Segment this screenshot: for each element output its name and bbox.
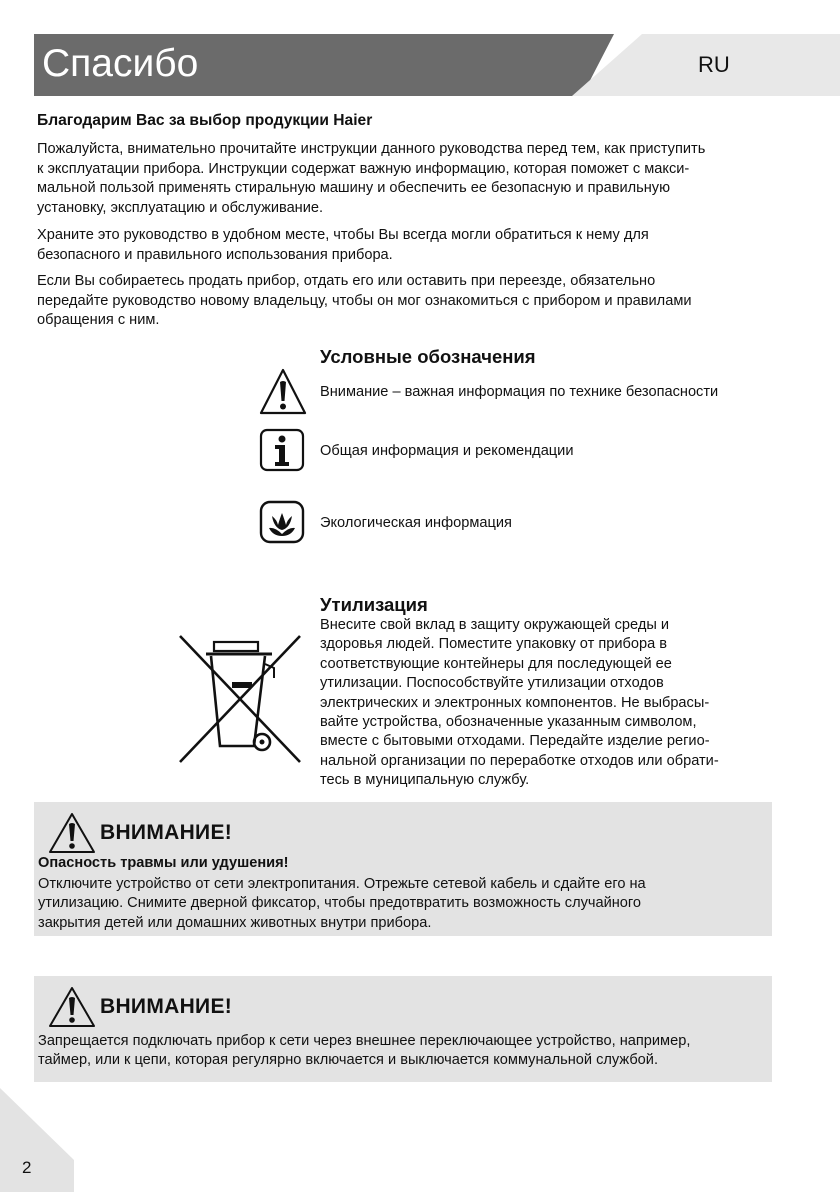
text-line: тесь в муниципальную службу. <box>320 772 530 789</box>
intro-heading: Благодарим Вас за выбор продукции Haier <box>37 112 373 129</box>
warning-subheading: Опасность травмы или удушения! <box>38 855 289 871</box>
text-line: здоровья людей. Поместите упаковку от прибора в <box>320 636 668 653</box>
symbol-text: Экологическая информация <box>320 515 512 531</box>
intro-paragraph-3 <box>37 272 777 331</box>
text-line: соответствующие контейнеры для последующей ее <box>320 655 672 672</box>
warning-label: ВНИМАНИЕ! <box>100 995 233 1018</box>
text-line: Если Вы собираетесь продать прибор, отдать его или оставить при переезде, обязательно <box>37 273 656 289</box>
text-line: установку, эксплуатацию и обслуживание. <box>37 199 324 216</box>
warning-triangle-icon <box>258 367 308 417</box>
text-line: безопасного и правильного использования прибора. <box>37 246 393 263</box>
text-line: к эксплуатации прибора. Инструкции содержат важную информацию, которая поможет с макси- <box>37 160 690 177</box>
symbol-row-info <box>258 426 574 476</box>
page-title: Спасибо <box>42 42 199 85</box>
intro-paragraph-1 <box>37 140 777 218</box>
text-line: Пожалуйста, внимательно прочитайте инструкции данного руководства перед тем, как приступить <box>37 141 706 157</box>
warning-box-1 <box>34 802 772 936</box>
intro-paragraph-2 <box>37 226 777 265</box>
text-line: Отключите устройство от сети электропитания. Отрежьте сетевой кабель и сдайте его на <box>38 876 646 892</box>
text-line: обращения с ним. <box>37 312 160 329</box>
info-icon <box>258 426 308 476</box>
eco-flower-icon <box>258 498 308 548</box>
symbol-row-warning <box>258 367 719 417</box>
warning-label: ВНИМАНИЕ! <box>100 821 233 844</box>
disposal-heading: Утилизация <box>320 594 428 615</box>
warning-box-2 <box>34 976 772 1082</box>
warning-header <box>48 812 232 854</box>
language-code: RU <box>698 52 730 77</box>
symbols-heading: Условные обозначения <box>320 346 536 367</box>
text-line: таймер, или к цепи, которая регулярно включается и выключается коммунальной службой. <box>38 1052 658 1069</box>
warning-triangle-icon <box>48 812 96 854</box>
text-line: закрытия детей или домашних животных внутри прибора. <box>38 914 432 931</box>
warning-text <box>38 1032 766 1071</box>
symbol-text: Общая информация и рекомендации <box>320 443 574 459</box>
text-line: утилизацию. Снимите дверной фиксатор, чтобы предотвратить возможность случайного <box>38 895 642 912</box>
text-line: Внесите свой вклад в защиту окружающей среды и <box>320 617 670 633</box>
symbol-text: Внимание – важная информация по технике безопасности <box>320 384 719 400</box>
crossed-bin-icon <box>176 630 306 770</box>
text-line: вайте устройства, обозначенные указанным символом, <box>320 714 697 731</box>
text-line: Запрещается подключать прибор к сети через внешнее переключающее устройство, например, <box>38 1033 691 1049</box>
text-line: нальной организации по переработке отходов или обрати- <box>320 752 719 769</box>
text-line: утилизации. Поспособствуйте утилизации отходов <box>320 675 664 692</box>
text-line: вместе с бытовыми отходами. Передайте изделие регио- <box>320 733 710 750</box>
disposal-paragraph <box>320 616 760 791</box>
text-line: Храните это руководство в удобном месте, чтобы Вы всегда могли обратиться к нему для <box>37 227 649 243</box>
warning-text <box>38 875 766 933</box>
text-line: электрических и электронных компонентов. Не выбрасы- <box>320 694 710 711</box>
warning-triangle-icon <box>48 986 96 1028</box>
page-number: 2 <box>22 1158 32 1177</box>
text-line: передайте руководство новому владельцу, чтобы он мог ознакомиться с прибором и правилами <box>37 292 692 309</box>
page-corner-tab <box>0 1088 80 1192</box>
text-line: мальной пользой применять стиральную машину и обеспечить ее безопасную и правильную <box>37 180 671 197</box>
symbol-row-eco <box>258 498 512 548</box>
warning-header <box>48 986 232 1028</box>
